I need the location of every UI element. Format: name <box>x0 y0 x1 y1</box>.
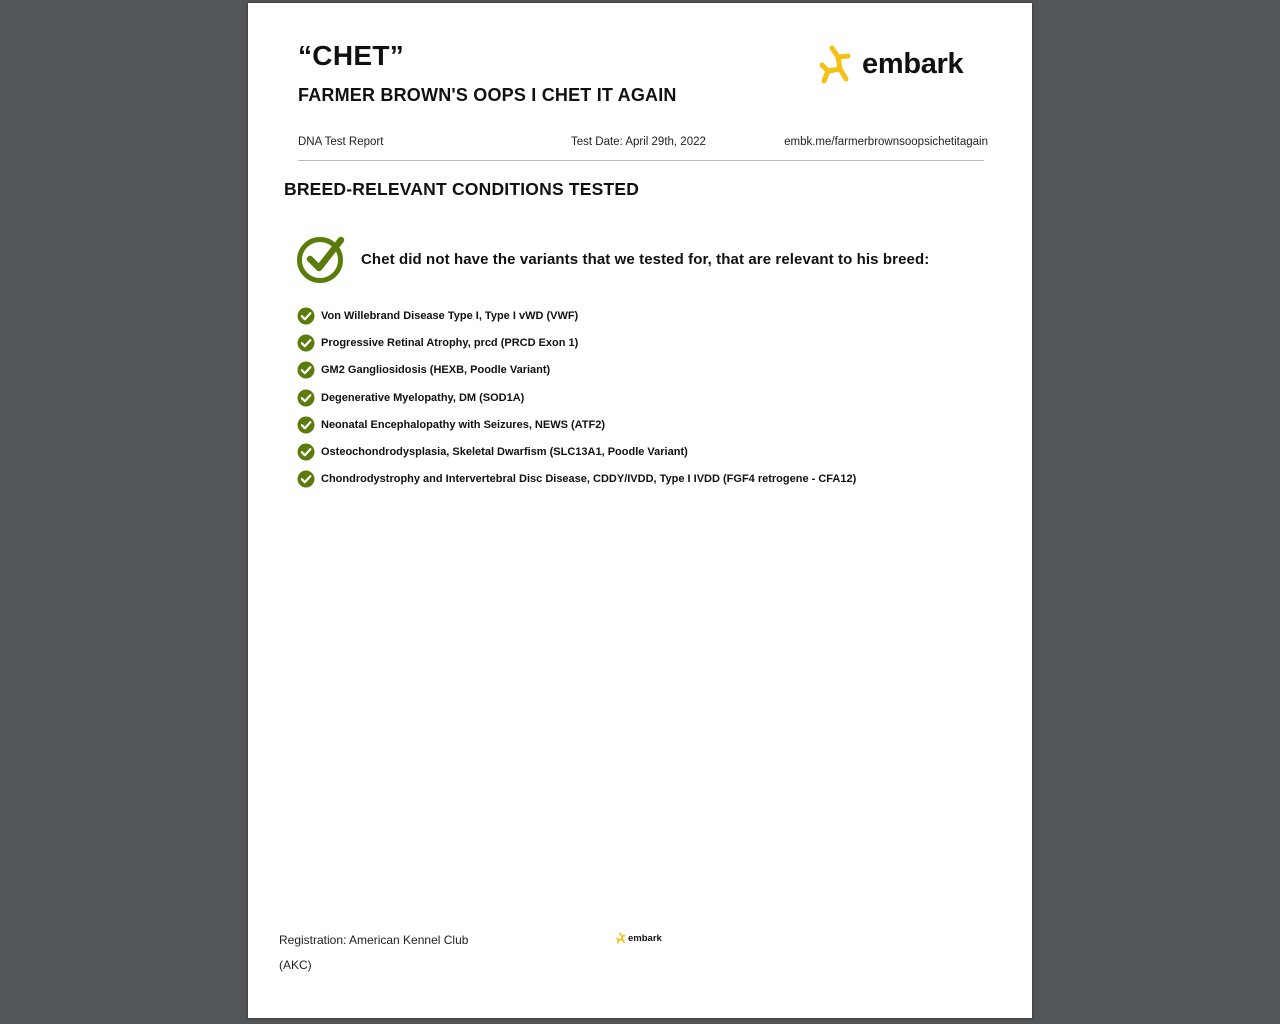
condition-item <box>297 329 856 356</box>
report-page <box>248 3 1032 1018</box>
registration: Registration: American Kennel Club (AKC) <box>279 933 469 972</box>
footer-wordmark: embark <box>628 932 662 944</box>
summary-text: Chet did not have the variants that we tested for, that are relevant to his breed: <box>361 250 930 268</box>
condition-label: Chondrodystrophy and Intervertebral Disc Disease, CDDY/IVDD, Type I IVDD (FGF4 retrogene - CFA12) <box>321 473 857 486</box>
footer-logo <box>616 932 662 944</box>
embark-logo-icon <box>818 43 860 85</box>
conditions-list <box>297 302 856 493</box>
report-url[interactable]: embk.me/farmerbrownsoopsichetitagain <box>784 136 988 148</box>
check-badge-icon <box>297 389 315 407</box>
condition-label: Progressive Retinal Atrophy, prcd (PRCD Exon 1) <box>321 336 579 349</box>
brand-wordmark: embark <box>862 47 964 80</box>
condition-item <box>297 357 856 384</box>
condition-label: Degenerative Myelopathy, DM (SOD1A) <box>321 391 525 404</box>
check-badge-icon <box>297 361 315 379</box>
report-meta <box>298 136 986 156</box>
check-badge-icon <box>297 443 315 461</box>
dog-name: “CHET” <box>298 40 405 71</box>
condition-label: Osteochondrodysplasia, Skeletal Dwarfism (SLC13A1, Poodle Variant) <box>321 446 688 459</box>
condition-label: Von Willebrand Disease Type I, Type I vWD (VWF) <box>321 309 579 322</box>
test-date: Test Date: April 29th, 2022 <box>571 136 706 148</box>
registered-name: FARMER BROWN'S OOPS I CHET IT AGAIN <box>298 85 677 105</box>
summary <box>297 234 929 284</box>
check-circle-icon <box>297 234 347 284</box>
embark-logo <box>818 43 963 85</box>
section-title: BREED-RELEVANT CONDITIONS TESTED <box>284 179 640 199</box>
condition-item <box>297 302 856 329</box>
check-badge-icon <box>297 416 315 434</box>
condition-label: GM2 Gangliosidosis (HEXB, Poodle Variant) <box>321 364 551 377</box>
check-badge-icon <box>297 334 315 352</box>
check-badge-icon <box>297 307 315 325</box>
condition-item <box>297 466 856 493</box>
check-badge-icon <box>297 470 315 488</box>
embark-logo-icon <box>616 932 628 944</box>
condition-item <box>297 438 856 465</box>
header-divider <box>298 160 984 161</box>
condition-label: Neonatal Encephalopathy with Seizures, NEWS (ATF2) <box>321 418 606 431</box>
condition-item <box>297 384 856 411</box>
report-type: DNA Test Report <box>298 136 384 148</box>
condition-item <box>297 411 856 438</box>
